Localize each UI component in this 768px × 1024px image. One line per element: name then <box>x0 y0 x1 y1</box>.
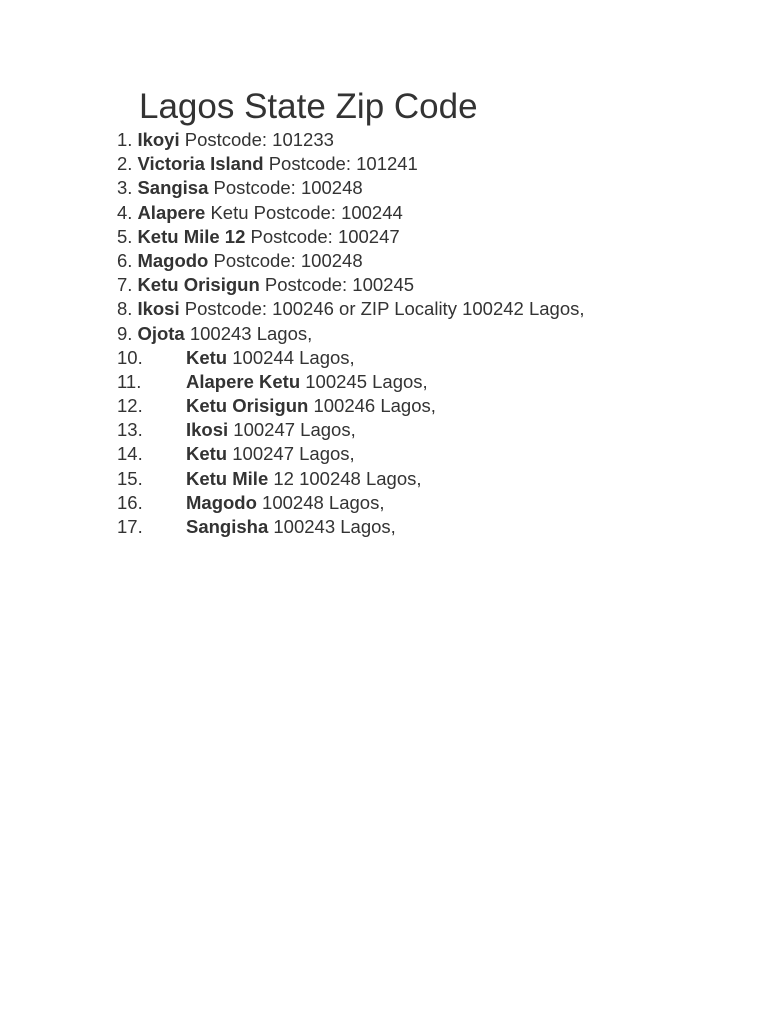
locality-name: Magodo <box>186 491 257 513</box>
list-item-number: 4. <box>117 201 133 223</box>
locality-name: Ketu <box>186 346 228 368</box>
locality-name: Ikosi <box>186 419 229 441</box>
locality-name: Victoria Island <box>137 153 264 175</box>
list-item <box>117 128 585 152</box>
list-item <box>117 394 585 418</box>
list-item-number: 10. <box>117 346 143 368</box>
locality-name: Ikosi <box>137 298 180 320</box>
postcode-text: 100246 Lagos, <box>308 395 436 417</box>
locality-name: Ojota <box>137 322 185 344</box>
postcode-text: Postcode: 100248 <box>208 249 363 271</box>
list-item <box>117 418 585 442</box>
locality-name: Magodo <box>137 249 209 271</box>
list-item-number: 9. <box>117 322 133 344</box>
list-item-number: 2. <box>117 153 133 175</box>
list-item-number: 14. <box>117 443 143 465</box>
list-item <box>117 346 585 370</box>
postcode-text: Postcode: 101233 <box>179 129 334 150</box>
list-item-number: 6. <box>117 249 133 271</box>
list-item-text <box>137 129 333 150</box>
list-item <box>117 273 585 297</box>
document-title: Lagos State Zip Code <box>139 87 478 126</box>
list-item-text <box>137 298 584 319</box>
list-item-text <box>137 274 414 295</box>
list-item <box>117 176 585 200</box>
postcode-text: 100243 Lagos, <box>268 516 396 537</box>
list-item-number: 7. <box>117 274 133 296</box>
list-item-text <box>137 323 312 344</box>
locality-name: Alapere Ketu <box>186 370 301 392</box>
list-item-text <box>186 419 356 440</box>
list-item <box>117 322 585 346</box>
postcode-text: Postcode: 100248 <box>208 177 363 199</box>
list-item-number: 11. <box>117 370 142 392</box>
list-item <box>117 225 585 249</box>
list-item <box>117 201 585 225</box>
list-item-number: 17. <box>117 516 143 537</box>
list-item-text <box>137 153 417 174</box>
locality-name: Alapere <box>137 201 206 223</box>
locality-name: Ketu <box>186 443 228 465</box>
list-item <box>117 467 585 491</box>
postcode-text: 100248 Lagos, <box>256 491 385 513</box>
list-item-text <box>186 347 355 368</box>
list-item-text <box>137 202 402 223</box>
postcode-text: 100247 Lagos, <box>228 419 356 441</box>
locality-name: Ketu Mile <box>186 467 269 489</box>
locality-name: Ikoyi <box>137 129 180 150</box>
list-item-text <box>186 516 396 537</box>
locality-name: Sangisa <box>137 177 209 199</box>
list-item <box>117 297 585 321</box>
list-item-number: 16. <box>117 491 143 513</box>
postcode-text: 100247 Lagos, <box>227 443 355 465</box>
postcode-text: 100245 Lagos, <box>300 370 428 392</box>
list-item-text <box>186 492 384 513</box>
list-item-text <box>186 395 436 416</box>
list-item-number: 5. <box>117 225 133 247</box>
list-item-number: 15. <box>117 467 143 489</box>
list-item-text <box>137 177 362 198</box>
postcode-text: Ketu Postcode: 100244 <box>205 201 403 223</box>
list-item-number: 12. <box>117 395 143 417</box>
postcode-text: Postcode: 100246 or ZIP Locality 100242 Lagos, <box>179 298 585 320</box>
postcode-text: Postcode: 101241 <box>263 153 418 175</box>
list-item-text <box>137 250 362 271</box>
list-item-number: 1. <box>117 129 133 150</box>
postcode-text: 12 100248 Lagos, <box>268 467 422 489</box>
list-item-text <box>186 371 428 392</box>
list-item <box>117 370 585 394</box>
list-item <box>117 515 585 539</box>
list-item-text <box>137 226 399 247</box>
postcode-text: 100244 Lagos, <box>227 346 355 368</box>
zip-code-list <box>117 128 585 539</box>
list-item <box>117 152 585 176</box>
list-item-text <box>186 443 355 464</box>
locality-name: Sangisha <box>186 516 269 537</box>
locality-name: Ketu Mile 12 <box>137 225 246 247</box>
postcode-text: 100243 Lagos, <box>184 322 313 344</box>
list-item-number: 3. <box>117 177 133 199</box>
list-item <box>117 249 585 273</box>
postcode-text: Postcode: 100245 <box>259 274 415 296</box>
list-item-number: 8. <box>117 298 133 320</box>
locality-name: Ketu Orisigun <box>137 274 260 296</box>
list-item <box>117 442 585 466</box>
postcode-text: Postcode: 100247 <box>245 225 400 247</box>
list-item-text <box>186 468 422 489</box>
list-item <box>117 491 585 515</box>
locality-name: Ketu Orisigun <box>186 395 309 417</box>
list-item-number: 13. <box>117 419 143 441</box>
